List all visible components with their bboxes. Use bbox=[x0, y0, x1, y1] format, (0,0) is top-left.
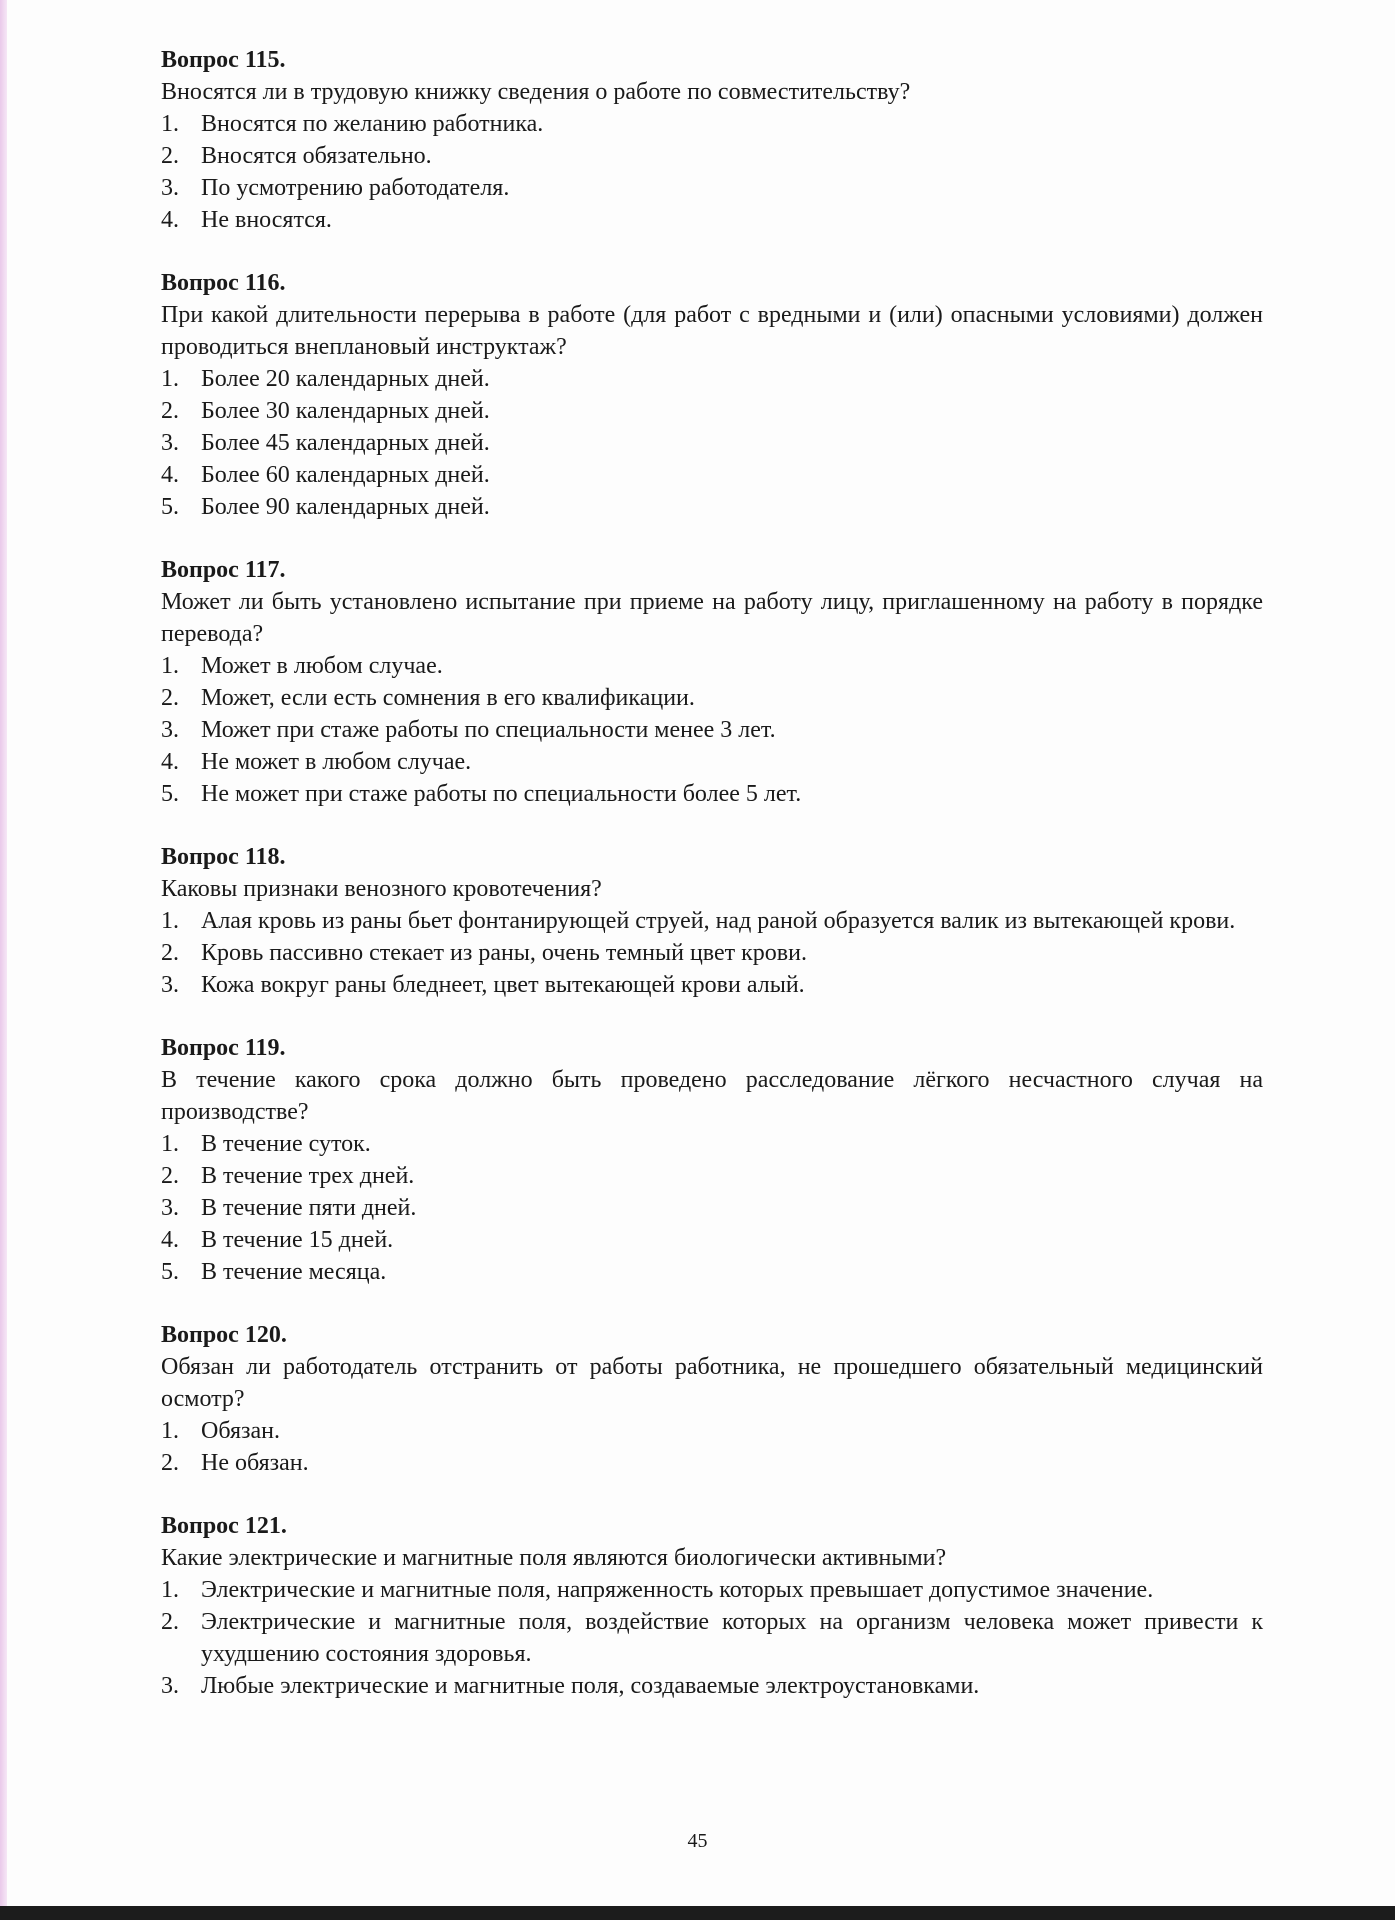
option-number: 4. bbox=[161, 462, 179, 488]
option-number: 1. bbox=[161, 366, 179, 392]
question-text: Может ли быть установлено испытание при приеме на работу лицу, приглашенному на работу в порядке перевода? bbox=[161, 589, 1263, 647]
option-number: 3. bbox=[161, 717, 179, 743]
option-text: Электрические и магнитные поля, воздействие которых на организм человека может привести к ухудшению состояния здоровья. bbox=[201, 1609, 1263, 1667]
answer-options bbox=[161, 363, 1263, 523]
answer-options bbox=[161, 1128, 1263, 1288]
question-text: Каковы признаки венозного кровотечения? bbox=[161, 876, 602, 902]
option-number: 5. bbox=[161, 494, 179, 520]
option-text: Любые электрические и магнитные поля, создаваемые электроустановками. bbox=[201, 1673, 980, 1699]
question-text: Вносятся ли в трудовую книжку сведения о работе по совместительству? bbox=[161, 79, 911, 105]
option-number: 5. bbox=[161, 1259, 179, 1285]
option-number: 1. bbox=[161, 908, 179, 934]
option-text: Обязан. bbox=[201, 1418, 280, 1444]
option-number: 4. bbox=[161, 207, 179, 233]
option-text: Может при стаже работы по специальности менее 3 лет. bbox=[201, 717, 776, 743]
option-text: Электрические и магнитные поля, напряженность которых превышает допустимое значение. bbox=[201, 1577, 1154, 1603]
option-number: 1. bbox=[161, 1131, 179, 1157]
option-number: 2. bbox=[161, 143, 179, 169]
option-number: 3. bbox=[161, 1673, 179, 1699]
option-text: Алая кровь из раны бьет фонтанирующей струей, над раной образуется валик из вытекающей крови. bbox=[201, 908, 1236, 934]
answer-option bbox=[161, 905, 1263, 937]
question-120 bbox=[161, 1319, 1263, 1479]
option-text: В течение месяца. bbox=[201, 1259, 387, 1285]
answer-options bbox=[161, 108, 1263, 236]
option-number: 4. bbox=[161, 1227, 179, 1253]
answer-option bbox=[161, 140, 1263, 172]
option-text: Не обязан. bbox=[201, 1450, 309, 1476]
option-text: Более 20 календарных дней. bbox=[201, 366, 490, 392]
option-text: В течение 15 дней. bbox=[201, 1227, 394, 1253]
option-number: 2. bbox=[161, 940, 179, 966]
option-text: Вносятся по желанию работника. bbox=[201, 111, 544, 137]
answer-option bbox=[161, 172, 1263, 204]
answer-option bbox=[161, 491, 1263, 523]
option-number: 1. bbox=[161, 1418, 179, 1444]
option-text: Не вносятся. bbox=[201, 207, 332, 233]
question-title: Вопрос 119. bbox=[161, 1035, 286, 1061]
question-title: Вопрос 120. bbox=[161, 1322, 287, 1348]
answer-option bbox=[161, 1670, 1263, 1702]
answer-option bbox=[161, 1192, 1263, 1224]
option-text: В течение суток. bbox=[201, 1131, 371, 1157]
question-title: Вопрос 121. bbox=[161, 1513, 287, 1539]
answer-option bbox=[161, 650, 1263, 682]
option-text: В течение пяти дней. bbox=[201, 1195, 417, 1221]
option-text: Может, если есть сомнения в его квалификации. bbox=[201, 685, 695, 711]
question-title: Вопрос 118. bbox=[161, 844, 286, 870]
answer-option bbox=[161, 714, 1263, 746]
option-number: 2. bbox=[161, 685, 179, 711]
question-119 bbox=[161, 1032, 1263, 1288]
question-title: Вопрос 116. bbox=[161, 270, 286, 296]
answer-option bbox=[161, 108, 1263, 140]
page-bottom-edge bbox=[0, 1906, 1395, 1920]
question-text: В течение какого срока должно быть проведено расследование лёгкого несчастного случая на производстве? bbox=[161, 1067, 1263, 1125]
answer-option bbox=[161, 459, 1263, 491]
page-number: 45 bbox=[687, 1830, 708, 1852]
answer-option bbox=[161, 1160, 1263, 1192]
option-text: Кровь пассивно стекает из раны, очень темный цвет крови. bbox=[201, 940, 807, 966]
answer-option bbox=[161, 969, 1263, 1001]
option-number: 3. bbox=[161, 430, 179, 456]
question-115 bbox=[161, 44, 1263, 236]
answer-option bbox=[161, 937, 1263, 969]
answer-option bbox=[161, 778, 1263, 810]
option-number: 1. bbox=[161, 1577, 179, 1603]
answer-option bbox=[161, 746, 1263, 778]
option-number: 2. bbox=[161, 1609, 179, 1635]
answer-options bbox=[161, 1574, 1263, 1702]
question-title: Вопрос 117. bbox=[161, 557, 286, 583]
question-117 bbox=[161, 554, 1263, 810]
answer-option bbox=[161, 427, 1263, 459]
answer-options bbox=[161, 1415, 1263, 1479]
answer-options bbox=[161, 905, 1263, 1001]
option-text: По усмотрению работодателя. bbox=[201, 175, 510, 201]
option-number: 2. bbox=[161, 1163, 179, 1189]
answer-option bbox=[161, 682, 1263, 714]
option-text: Не может в любом случае. bbox=[201, 749, 472, 775]
answer-options bbox=[161, 650, 1263, 810]
question-121 bbox=[161, 1510, 1263, 1702]
answer-option bbox=[161, 1574, 1263, 1606]
option-number: 2. bbox=[161, 1450, 179, 1476]
option-text: В течение трех дней. bbox=[201, 1163, 415, 1189]
option-number: 3. bbox=[161, 175, 179, 201]
question-text: При какой длительности перерыва в работе (для работ с вредными и (или) опасными условиями) должен проводиться внеплановый инструктаж? bbox=[161, 302, 1263, 360]
option-text: Не может при стаже работы по специальности более 5 лет. bbox=[201, 781, 802, 807]
option-number: 5. bbox=[161, 781, 179, 807]
option-number: 3. bbox=[161, 1195, 179, 1221]
option-text: Кожа вокруг раны бледнеет, цвет вытекающей крови алый. bbox=[201, 972, 805, 998]
answer-option bbox=[161, 1256, 1263, 1288]
option-text: Более 90 календарных дней. bbox=[201, 494, 490, 520]
answer-option bbox=[161, 363, 1263, 395]
question-text: Какие электрические и магнитные поля являются биологически активными? bbox=[161, 1545, 947, 1571]
answer-option bbox=[161, 1606, 1263, 1670]
option-number: 2. bbox=[161, 398, 179, 424]
question-118 bbox=[161, 841, 1263, 1001]
option-text: Вносятся обязательно. bbox=[201, 143, 432, 169]
answer-option bbox=[161, 395, 1263, 427]
question-text: Обязан ли работодатель отстранить от работы работника, не прошедшего обязательный медицинский осмотр? bbox=[161, 1354, 1263, 1412]
answer-option bbox=[161, 1128, 1263, 1160]
option-text: Более 60 календарных дней. bbox=[201, 462, 490, 488]
option-number: 3. bbox=[161, 972, 179, 998]
answer-option bbox=[161, 1447, 1263, 1479]
option-text: Более 45 календарных дней. bbox=[201, 430, 490, 456]
page-left-edge bbox=[0, 0, 7, 1920]
answer-option bbox=[161, 1224, 1263, 1256]
question-title: Вопрос 115. bbox=[161, 47, 286, 73]
answer-option bbox=[161, 1415, 1263, 1447]
option-text: Может в любом случае. bbox=[201, 653, 443, 679]
option-number: 4. bbox=[161, 749, 179, 775]
option-number: 1. bbox=[161, 653, 179, 679]
option-text: Более 30 календарных дней. bbox=[201, 398, 490, 424]
questions-list bbox=[161, 44, 1263, 1733]
answer-option bbox=[161, 204, 1263, 236]
question-116 bbox=[161, 267, 1263, 523]
option-number: 1. bbox=[161, 111, 179, 137]
